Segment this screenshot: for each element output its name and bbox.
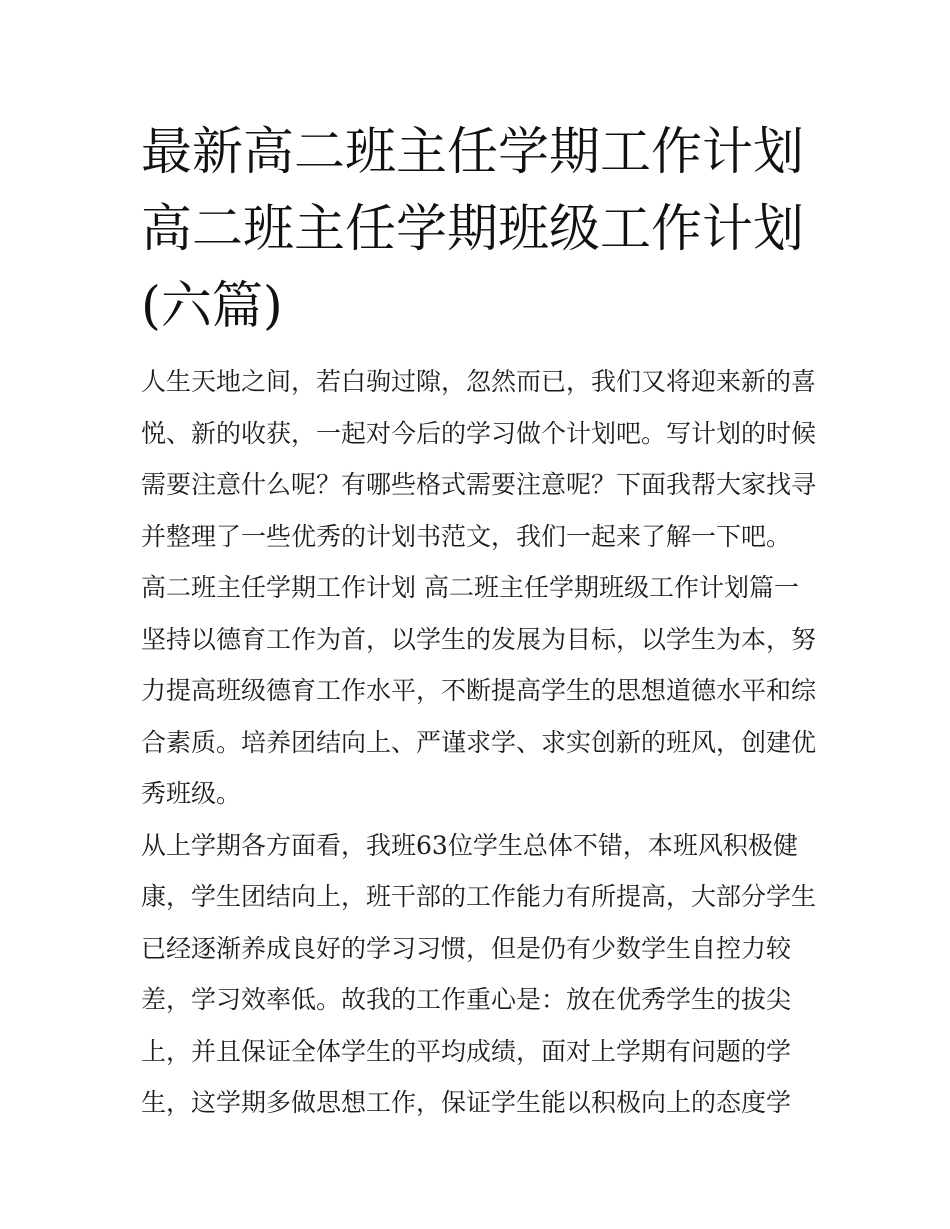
section-heading-line: 高二班主任学期工作计划 高二班主任学期班级工作计划篇一 (141, 573, 799, 602)
body-line: 合素质。培养团结向上、严谨求学、求实创新的班风，创建优 (141, 727, 817, 757)
body-line: 坚持以德育工作为首，以学生的发展为目标，以学生为本，努 (141, 624, 817, 654)
body-line: 差，学习效率低。故我的工作重心是：放在优秀学生的拔尖 (141, 985, 792, 1014)
title-line: (六篇) (141, 277, 283, 336)
document-title (141, 114, 821, 345)
body-line: 并整理了一些优秀的计划书范文，我们一起来了解一下吧。 (141, 521, 792, 551)
body-line: 已经逐渐养成良好的学习习惯，但是仍有少数学生自控力较 (141, 933, 792, 963)
body-line: 上，并且保证全体学生的平均成绩，面对上学期有问题的学 (141, 1036, 792, 1066)
body-line: 康，学生团结向上，班干部的工作能力有所提高，大部分学生 (141, 882, 817, 911)
body-line: 力提高班级德育工作水平，不断提高学生的思想道德水平和综 (141, 676, 817, 705)
document-body (141, 356, 821, 1129)
title-line: 高二班主任学期班级工作计划 (141, 200, 805, 259)
body-line: 人生天地之间，若白驹过隙，忽然而已，我们又将迎来新的喜 (141, 367, 817, 396)
body-line: 悦、新的收获，一起对今后的学习做个计划吧。写计划的时候 (141, 418, 817, 448)
body-line: 生，这学期多做思想工作，保证学生能以积极向上的态度学 (141, 1088, 792, 1117)
body-line: 秀班级。 (141, 779, 242, 808)
title-line: 最新高二班主任学期工作计划 (141, 123, 805, 182)
body-line: 需要注意什么呢？有哪些格式需要注意呢？下面我帮大家找寻 (141, 470, 817, 499)
body-line: 从上学期各方面看，我班63位学生总体不错，本班风积极健 (141, 830, 798, 860)
